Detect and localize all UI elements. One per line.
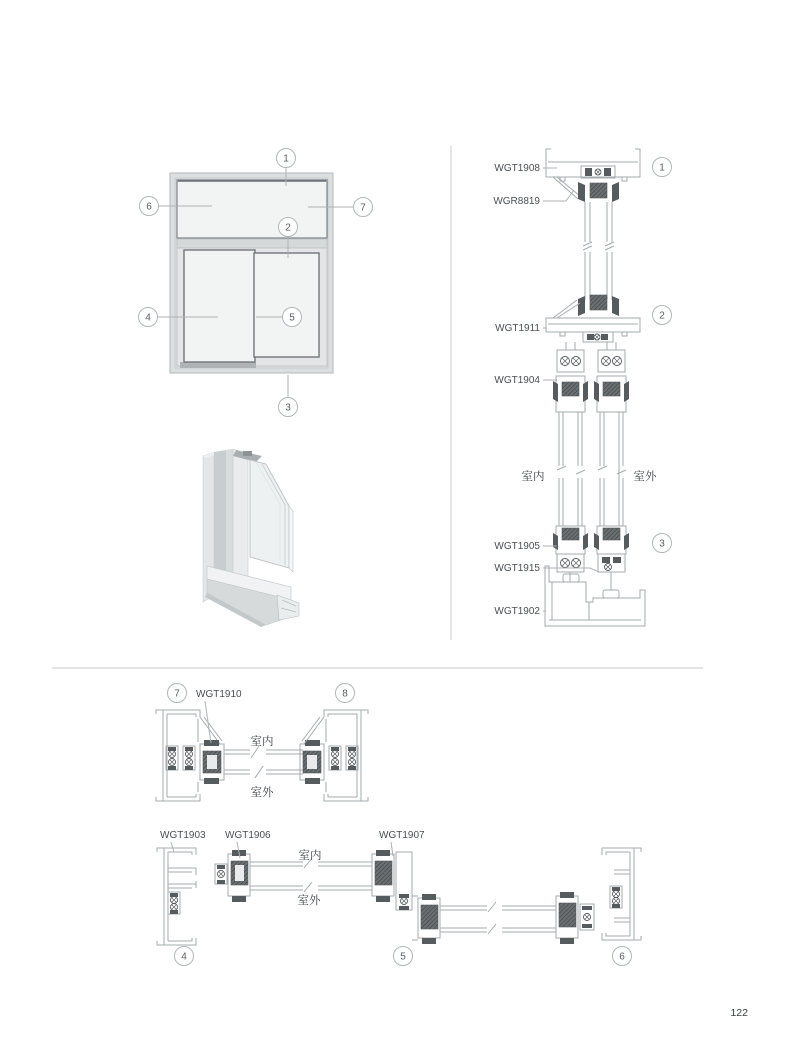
callout-number: 4 [181,951,187,963]
indoor-label-bottom: 室内 [298,850,322,862]
callout-7-number: 7 [360,202,366,214]
callout-number: 7 [174,688,180,700]
callout-4-elevation [139,308,158,327]
callout-5-number: 5 [289,312,295,324]
callout-4-number: 4 [145,312,151,324]
callout-5-elevation [283,308,302,327]
indoor-label-top: 室内 [250,736,274,748]
callout-1-section [653,158,672,177]
glass-pane-render [250,460,289,568]
outdoor-label-top: 室外 [250,787,274,799]
callout-2-section [653,306,672,325]
label-wgt1908: WGT1908 [494,163,540,174]
callout-3-number: 3 [285,402,291,414]
label-wgt1906: WGT1906 [225,830,271,841]
callout-7-section [168,684,187,703]
indoor-label-vertical: 室内 [521,471,545,483]
label-wgt1902: WGT1902 [494,606,540,617]
callout-7-elevation [354,198,373,217]
callout-8-section [336,684,355,703]
label-wgt1911: WGT1911 [495,323,540,334]
callout-number: 6 [619,951,625,963]
callout-number: 1 [659,162,665,174]
label-wgt1905: WGT1905 [494,541,540,552]
sliding-sash-left [184,250,255,362]
outdoor-label-vertical: 室外 [633,471,657,483]
transom-bar [177,239,327,248]
callout-6-elevation [140,197,159,216]
outdoor-label-bottom: 室外 [297,895,321,907]
label-wgt1903: WGT1903 [160,830,206,841]
label-wgt1915: WGT1915 [494,563,540,574]
callout-number: 2 [659,310,665,322]
callout-number: 8 [342,688,348,700]
callout-number: 3 [659,538,665,550]
callout-3-elevation [279,398,298,417]
page-number: 122 [730,1007,748,1019]
callout-1-elevation [277,149,296,168]
callout-6-section [613,947,632,966]
window-corner-render [203,449,299,627]
fixed-top-pane [177,180,327,238]
callout-1-number: 1 [283,153,289,165]
sliding-sash-right [254,253,319,357]
callout-2-elevation [279,218,298,237]
horizontal-section-bottom [157,830,641,966]
callout-number: 5 [400,951,406,963]
label-wgt1907: WGT1907 [379,830,425,841]
callout-6-number: 6 [146,201,152,213]
horizontal-section-top [156,684,368,802]
callout-2-number: 2 [285,222,291,234]
window-elevation-diagram [139,149,373,417]
callout-5-section [394,947,413,966]
vertical-section-detail [493,149,671,626]
label-wgt1904: WGT1904 [494,375,540,386]
callout-3-section [653,534,672,553]
label-wgr8819: WGR8819 [493,196,540,207]
label-wgt1910: WGT1910 [196,689,242,700]
callout-4-section [175,947,194,966]
